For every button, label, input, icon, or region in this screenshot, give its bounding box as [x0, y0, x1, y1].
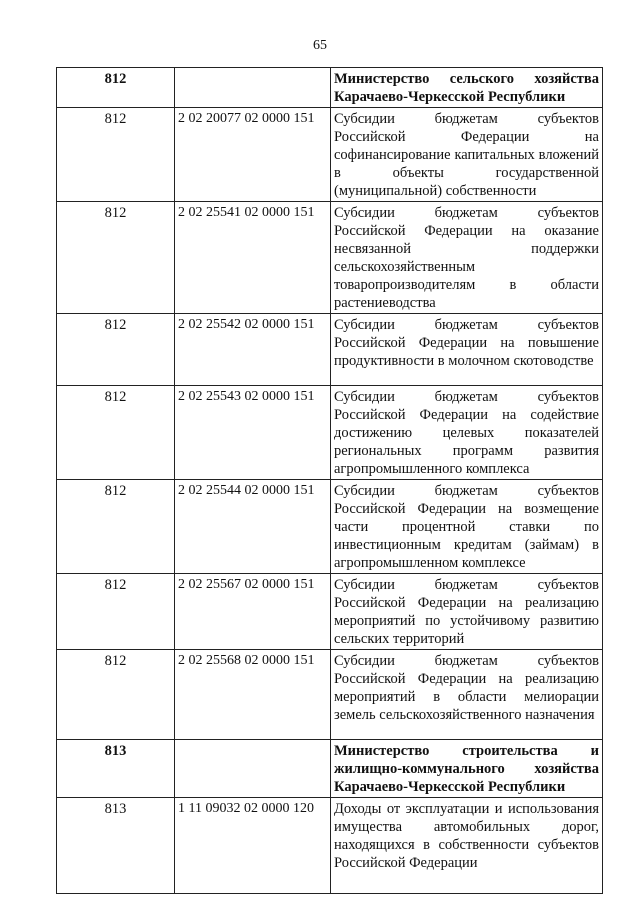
table-row-ministry-header: [57, 68, 603, 108]
budget-code-cell: 2 02 25544 02 0000 151: [175, 480, 331, 574]
budget-code-cell: 1 11 09032 02 0000 120: [175, 798, 331, 894]
budget-code-cell: [175, 740, 331, 798]
description-cell: Субсидии бюджетам субъектов Российской Федерации на софинансирование капитальных вложений в объекты государственной (муниципальной) собственности: [331, 108, 603, 202]
budget-code-cell: 2 02 25542 02 0000 151: [175, 314, 331, 386]
admin-code-cell: 812: [57, 202, 175, 314]
description-cell: Министерство сельского хозяйства Карачаево-Черкесской Республики: [331, 68, 603, 108]
table-row: [57, 386, 603, 480]
table-row: [57, 108, 603, 202]
description-cell: Субсидии бюджетам субъектов Российской Федерации на оказание несвязанной поддержки сельскохозяйственным товаропроизводителям в области растениеводства: [331, 202, 603, 314]
description-cell: Доходы от эксплуатации и использования имущества автомобильных дорог, находящихся в собственности субъектов Российской Федерации: [331, 798, 603, 894]
admin-code-cell: 813: [57, 798, 175, 894]
description-cell: Субсидии бюджетам субъектов Российской Федерации на содействие достижению целевых показателей региональных программ развития агропромышленного комплекса: [331, 386, 603, 480]
revenue-code-table: [56, 67, 603, 894]
description-cell: Министерство строительства и жилищно-коммунального хозяйства Карачаево-Черкесской Республики: [331, 740, 603, 798]
admin-code-cell: 812: [57, 314, 175, 386]
budget-code-cell: [175, 68, 331, 108]
table-row: [57, 650, 603, 740]
admin-code-cell: 812: [57, 480, 175, 574]
page-number: 65: [313, 38, 327, 53]
description-cell: Субсидии бюджетам субъектов Российской Федерации на повышение продуктивности в молочном скотоводстве: [331, 314, 603, 386]
admin-code-cell: 812: [57, 574, 175, 650]
admin-code-cell: 812: [57, 650, 175, 740]
admin-code-cell: 812: [57, 386, 175, 480]
description-cell: Субсидии бюджетам субъектов Российской Федерации на реализацию мероприятий в области мелиорации земель сельскохозяйственного назначения: [331, 650, 603, 740]
table-row: [57, 314, 603, 386]
table-row: [57, 574, 603, 650]
admin-code-cell: 812: [57, 108, 175, 202]
budget-code-cell: 2 02 20077 02 0000 151: [175, 108, 331, 202]
table-row: [57, 480, 603, 574]
table-row-ministry-header: [57, 740, 603, 798]
admin-code-cell: 812: [57, 68, 175, 108]
admin-code-cell: 813: [57, 740, 175, 798]
description-cell: Субсидии бюджетам субъектов Российской Федерации на реализацию мероприятий по устойчивому развитию сельских территорий: [331, 574, 603, 650]
budget-code-cell: 2 02 25568 02 0000 151: [175, 650, 331, 740]
table-row: [57, 202, 603, 314]
budget-code-cell: 2 02 25567 02 0000 151: [175, 574, 331, 650]
table-row: [57, 798, 603, 894]
budget-code-cell: 2 02 25541 02 0000 151: [175, 202, 331, 314]
budget-code-cell: 2 02 25543 02 0000 151: [175, 386, 331, 480]
description-cell: Субсидии бюджетам субъектов Российской Федерации на возмещение части процентной ставки по инвестиционным кредитам (займам) в агропромышленном комплексе: [331, 480, 603, 574]
